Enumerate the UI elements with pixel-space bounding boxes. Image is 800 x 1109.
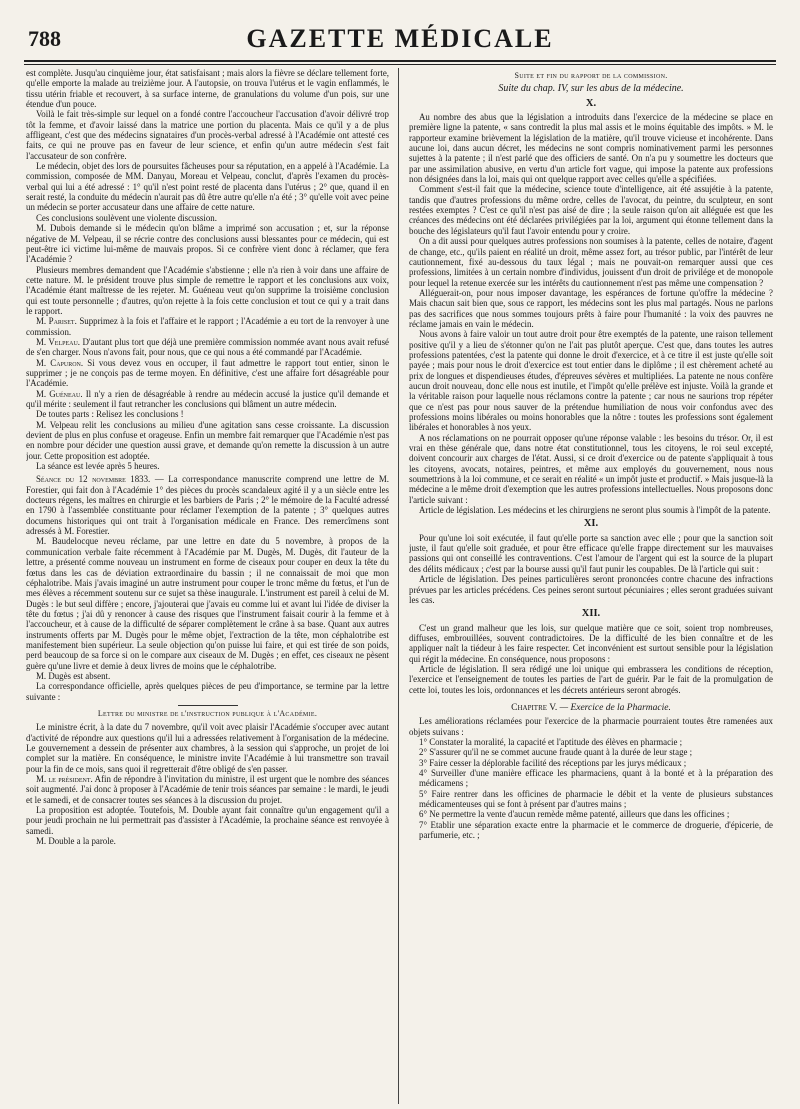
- paragraph: De toutes parts : Relisez les conclusions !: [36, 409, 184, 420]
- paragraph: M. Velpeau relit les conclusions au milieu d'une agitation sans cesse croissante. La discussion devient de plus en plus confuse et orageuse. Enfin un membre fait remarquer que l'Académie n'est pas en nombre pour décider une question aussi grave, et demande qu'on remette la discussion à un autre jour. Cette proposition est adoptée.: [26, 419, 389, 461]
- speaker-name: M. le président.: [36, 774, 93, 785]
- paragraph: [26, 337, 389, 358]
- section-rule: [178, 705, 238, 706]
- right-column: [409, 68, 773, 1104]
- section-rule: [561, 698, 621, 699]
- report-subtitle: Suite du chap. IV, sur les abus de la médecine.: [498, 83, 684, 95]
- paragraph: Les améliorations réclamées pour l'exercice de la pharmacie pourraient toutes être ramenées aux objets suivans :: [409, 716, 773, 737]
- paragraph: Pour qu'une loi soit exécutée, il faut qu'elle porte sa sanction avec elle ; pour que la sanction soit juste, il faut qu'elle soit graduée, et pour être efficace qu'elle frappe directement sur les mauvaises passions qui ont conseillé les contraventions. C'est l'amour de l'argent qui est la source de la plupart des délits médicaux ; c'est par la bourse aussi qu'il faut punir les coupables. De là l'article qui suit :: [409, 532, 773, 574]
- paragraph: Au nombre des abus que la législation a introduits dans l'exercice de la médecine se place en première ligne la patente, « sans contredit la plus mal assis et le moins équitable des impôts. » M. le rapporteur examine brièvement la législation de la matière, qu'il trouve vicieuse et incohérente. Dans aucune loi, dans aucun décret, les médecins ne sont compris nominativement parmi les personnes sujettes à la patente ; il n'est parlé que des officiers de santé. On n'a pu y soumettre les docteurs que par une assimilation abusive, en vertu d'un article fort vague, qui impose la patente aux professions non désignées dans la loi, mais qui ont quelque rapport avec celles qu'elle a spécifiées.: [409, 112, 773, 185]
- speech-text: Il n'y a rien de désagréable à rendre au médecin accusé la justice qu'il demande et qu'il mérite : seulement il faut retrancher les conclusions qui blâment un autre médecin.: [26, 388, 389, 409]
- column-divider: [398, 68, 399, 1104]
- paragraph: Alléguerait-on, pour nous imposer davantage, les espérances de fortune qu'offre la médecine ? Mais chacun sait bien que, sous ce rapport, les médecins sont les plus mal partagés. Nous ne parlons pas des sacrifices que nous sommes toujours prêts à faire pour l'humanité : la voix des pauvres ne réclame jamais en vain le médecin.: [409, 287, 773, 329]
- paragraph: La séance est levée après 5 heures.: [36, 461, 160, 472]
- session-date: Séance du 12 novembre 1833.: [36, 474, 151, 485]
- paragraph: Article de législation. Il sera rédigé une loi unique qui embrassera les conditions de réception, l'exercice et l'enseignement de toutes les parties de l'art de guérir. Par le fait de la promulgation de cette loi, toutes les lois, ordonnances et les décrets antérieurs seront abrogés.: [409, 663, 773, 695]
- paragraph: [26, 474, 389, 536]
- section-number: XII.: [581, 608, 601, 620]
- list-item: 7° Etablir une séparation exacte entre la pharmacie et le commerce de droguerie, d'épicerie, de parfumerie, etc. ;: [419, 819, 773, 841]
- paragraph: La proposition est adoptée. Toutefois, M. Double ayant fait connaître qu'un engagement qu'il a pour jeudi prochain ne lui permettrait pas d'assister à l'Académie, la prochaine séance est renvoyée à samedi.: [26, 805, 389, 836]
- list-item: 1° Constater la moralité, la capacité et l'aptitude des élèves en pharmacie ;: [419, 736, 683, 747]
- speaker-name: M. Capuron.: [36, 357, 84, 368]
- list-item: 4° Surveiller d'une manière efficace les pharmaciens, quant à la bonté et à la préparation des médicamens ;: [419, 768, 773, 789]
- paragraph: Article de législation. Des peines particulières seront prononcées contre chacune des infractions prévues par les articles précédens. Ces peines seront surtout pécuniaires ; elles seront graduées suivant les cas.: [409, 574, 773, 605]
- paragraph: M. Baudelocque neveu réclame, par une lettre en date du 5 novembre, à propos de la communication verbale faite récemment à l'Académie par M. Dugès, M. Dugès, dit l'auteur de la lettre, a présenté comme nouveau un instrument en forme de ciseaux pour couper en deux la tête du fœtus dans les cas de déviation extraordinaire du bassin ; il ne connaissait de moi que mon céphalotribe. Mais j'avais imaginé un autre instrument pour couper le tronc même du fœtus, et l'un de mes élèves a récemment soutenu sur ce sujet sa thèse inaugurale. L'instrument est pareil à celui de M. Dugès : le but seul diffère ; encore, j'ajouterai que j'avais eu comme lui et avant lui l'idée de diviser la tête du fœtus ; j'ai dû y renoncer à cause des risques que l'instrument faisait courir à la femme et à l'accoucheur, et à cause de la difficulté de séparer complètement le crâne à sa base. Quant aux autres instruments offerts par M. Dugès pour le même objet, l'extraction de la tête, mon céphalotribe est manifestement bien supérieur. La seule objection qu'on puisse lui faire, et qui est tirée de son poids, perd beaucoup de sa force si on le compare aux ciseaux de M. Dugès ; en effet, ces ciseaux ne pèsent guère qu'une livre et demie à deux livres de moins que le céphalotribe.: [26, 536, 389, 671]
- paragraph: [26, 358, 389, 389]
- speech-text: Supprimez à la fois et l'affaire et le rapport ; l'Académie a eu tort de la renvoyer à une commission.: [26, 316, 389, 337]
- header-rule: [24, 60, 776, 62]
- page-header: [24, 22, 776, 62]
- letter-caption: Lettre du ministre de l'instruction publique à l'Académie.: [97, 708, 318, 718]
- paragraph: Article de législation. Les médecins et les chirurgiens ne seront plus soumis à l'impôt de la patente.: [419, 505, 771, 516]
- section-number: XI.: [583, 518, 599, 530]
- paragraph: [26, 774, 389, 805]
- paragraph: Ces conclusions soulèvent une violente discussion.: [36, 212, 217, 223]
- paragraph: Plusieurs membres demandent que l'Académie s'abstienne ; elle n'a rien à voir dans une affaire de cette nature. M. le président trouve plus simple de remettre le rapport et les conclusions aux voix, l'Académie étant maîtresse de les rejeter. M. Guéneau veut qu'on supprime la troisième conclusion qui est toute personnelle ; d'autres, qu'on rejette à la fois cette conclusion et tout ce qui y a trait dans le rapport.: [26, 264, 389, 316]
- left-column: [26, 68, 389, 1104]
- header-rule-thin: [24, 64, 776, 65]
- section-number: X.: [585, 97, 597, 109]
- paragraph: Le ministre écrit, à la date du 7 novembre, qu'il voit avec plaisir l'Académie s'occuper avec autant d'activité de répondre aux questions qu'il lui a adressées relativement à l'organisation de la médecine. Le gouvernement a dessein de présenter aux chambres, à la session qui s'approche, un projet de loi complet sur la matière. En conséquence, le ministre invite l'Académie à lui transmettre son travail pour la fin de ce mois, sans quoi il regretterait d'être obligé de s'en passer.: [26, 722, 389, 774]
- speaker-name: M. Velpeau.: [36, 336, 81, 347]
- chapter-label: Chapitre V.: [511, 702, 558, 713]
- speech-text: Si vous devez vous en occuper, il faut admettre le rapport tout entier, sinon le supprimer ; je ne conçois pas de terme moyen. En définitive, c'est une affaire fort désagréable pour l'Académie.: [26, 357, 389, 389]
- list-item: 2° S'assurer qu'il ne se commet aucune fraude quant à la durée de leur stage ;: [419, 747, 693, 758]
- chapter-heading: [409, 703, 773, 713]
- paragraph: C'est un grand malheur que les lois, sur quelque matière que ce soit, soient trop nombreuses, diffuses, embrouillées, souvent contradictoires. De la difficulté de les bien connaître et de les appliquer naît la tiédeur à les faire respecter. Cet inconvénient est surtout sensible pour la législation qui régit la médecine. En conséquence, nous proposons :: [409, 622, 773, 664]
- journal-title: GAZETTE MÉDICALE: [246, 24, 554, 53]
- paragraph: M. Dubois demande si le médecin qu'on blâme a imprimé son accusation ; et, sur la réponse négative de M. Velpeau, il se récrie contre des conclusions aussi blessantes pour ce médecin, qui est peut-être ici victime lui-même de mauvais propos. Si ce confrère vient donc à réclamer, que fera l'Académie ?: [26, 223, 389, 265]
- page-number: 788: [28, 26, 61, 51]
- speaker-name: M. Pariset.: [36, 316, 77, 327]
- paragraph: Comment s'est-il fait que la médecine, science toute d'intelligence, ait été assujétie à la patente, tandis que d'autres professions du même ordre, celles de l'avocat, du peintre, du sculpteur, en sont restées exemptes ? C'est ce qu'il n'est pas aisé de dire ; la seule raison qu'on ait alléguée est que les créances des médecins ont été déclarées privilégiées par la loi, argument qui étonne tellement dans la bouche des législateurs qu'il faut l'avoir entendu pour y croire.: [409, 184, 773, 236]
- paragraph: On a dit aussi pour quelques autres professions non soumises à la patente, celles de notaire, d'agent de change, etc., qu'ils paient en réalité un droit, même assez fort, au trésor public, par l'intérêt de leur cautionnement, fixé au-dessous du taux légal ; mais ne pouvait-on remarquer aussi que ces professions, limitées à un certain nombre d'individus, jouissent d'un droit de privilége et de monopole pour lequel la retenue exercée sur les intérêts du cautionnement n'est pas même une compensation ?: [409, 236, 773, 288]
- paragraph: Voilà le fait très-simple sur lequel on a fondé contre l'accoucheur l'accusation d'avoir délivré trop tôt la femme, et d'avoir laissé dans la matrice une portion du placenta. Mais ce qu'il y a de plus affligeant, c'est que des médecins signataires d'un procès-verbal adressé à l'Académie ont attesté ces faits, ce qui ne prouve pas en faveur de leur science, et enfin qu'un autre médecin s'est fait l'accusateur de son confrère.: [26, 109, 389, 161]
- list-item: 5° Faire rentrer dans les officines de pharmacie le débit et la vente de plusieurs substances médicamenteuses qui se font à présent par d'autres mains ;: [419, 788, 773, 810]
- paragraph: Nous avons à faire valoir un tout autre droit pour être exemptés de la patente, une raison tellement positive qu'il y a lieu de s'étonner qu'on ne l'ait pas plutôt aperçue. C'est que, dans toutes les autres professions patentées, c'est la patente qui donne le droit d'exercice, et à ce titre il est juste qu'elle soit payée ; mais pour nous le droit d'exercice est tout entier dans le diplôme ; il est chèrement acheté au prix de longues et dispendieuses études, d'épreuves sévères et multipliées. La patente ne nous confère aucun droit nouveau, donc elle nous est inutile, et l'impôt qu'elle prélève est injuste. Voilà la grande et la véritable raison pour laquelle nous réclamons contre la patente ; car nous ne saurions trop répéter que ce n'est pas pour nous sauver de la prétendue humiliation de nous voir confondus avec des professions moins libérales ou moins honorables que la nôtre : toutes les professions sont également libérales et honorables à nos yeux.: [409, 329, 773, 433]
- paragraph: M. Double a la parole.: [36, 836, 116, 847]
- paragraph: [26, 389, 389, 410]
- session-text: — La correspondance manuscrite comprend une lettre de M. Forestier, qui fait don à l'Académie 1° des pièces du procès scandaleux agité il y a un siècle entre les docteurs régens, les maîtres en chirurgie et les barbiers de Paris ; 2° le mémoire de la Faculté adressé en 1790 à l'assemblée constituante pour réclamer l'exemption de la patente ; 3° quelques autres documens historiques qui ont trait à l'organisation médicale en France. Des remercîmens sont adressés à M. Forestier.: [26, 474, 389, 537]
- speaker-name: M. Guéneau.: [36, 388, 83, 399]
- paragraph: est complète. Jusqu'au cinquième jour, état satisfaisant ; mais alors la fièvre se déclare tellement forte, qu'elle emporte la malade au treizième jour. A l'autopsie, on trouva l'utérus et le vagin enflammés, le tissu utérin friable et recouvert, à sa surface interne, de granulations du volume d'un pois, sur une étendue d'un pouce.: [26, 68, 389, 110]
- chapter-title: — Exercice de la Pharmacie.: [559, 702, 671, 713]
- paragraph: [26, 316, 389, 337]
- speech-text: D'autant plus tort que déjà une première commission nommée avant nous avait refusé de s'en charger. Nous n'avons fait, pour nous, que ce qui nous a été commandé par l'Académie.: [26, 336, 389, 358]
- speech-text: Afin de répondre à l'invitation du ministre, il est urgent que le nombre des séances soit augmenté. J'ai donc à proposer à l'Académie de tenir trois séances par semaine : le mardi, le jeudi et le samedi, et de consacrer toutes ses séances à la discussion du projet.: [26, 774, 389, 805]
- paragraph: A nos réclamations on ne pourrait opposer qu'une réponse valable : les besoins du trésor. Or, il est vrai en thèse générale que, dans notre état constitutionnel, tous les citoyens, le roi seul excepté, doivent concourir aux charges de l'état. Aussi, si ce droit d'exercice ou de patente s'appliquait à tous les citoyens, avocats, notaires, peintres, et même aux employés du gouvernement, nous nous soumettrions à la loi commune, et ce serait en réalité « un impôt juste et productif. » Mais jusque-là la médecine a le même droit d'exemption que les autres professions intellectuelles. Nous proposons donc l'article suivant :: [409, 432, 773, 505]
- list-item: 6° Ne permettre la vente d'aucun remède même patenté, ailleurs que dans les officines ;: [419, 809, 730, 820]
- paragraph: M. Dugès est absent.: [36, 670, 111, 681]
- paragraph: La correspondance officielle, après quelques pièces de peu d'importance, se termine par la lettre suivante :: [26, 681, 389, 702]
- list-item: 3° Faire cesser la déplorable facilité des réceptions par les jurys médicaux ;: [419, 757, 687, 768]
- report-caption: Suite et fin du rapport de la commission.: [514, 71, 668, 80]
- paragraph: Le médecin, objet des lors de poursuites fâcheuses pour sa réputation, en a appelé à l'Académie. La commission, composée de MM. Danyau, Moreau et Velpeau, conclut, d'après l'examen du procès-verbal qui lui a été adressé : 1° qu'il n'est point resté de placenta dans l'utérus ; 2° que, quand il en serait resté, la conduite du médecin n'aurait pas dû être autre qu'elle n'a été ; 3° qu'elle voit avec peine un médecin se porter accusateur dans une affaire de cette nature.: [26, 161, 389, 213]
